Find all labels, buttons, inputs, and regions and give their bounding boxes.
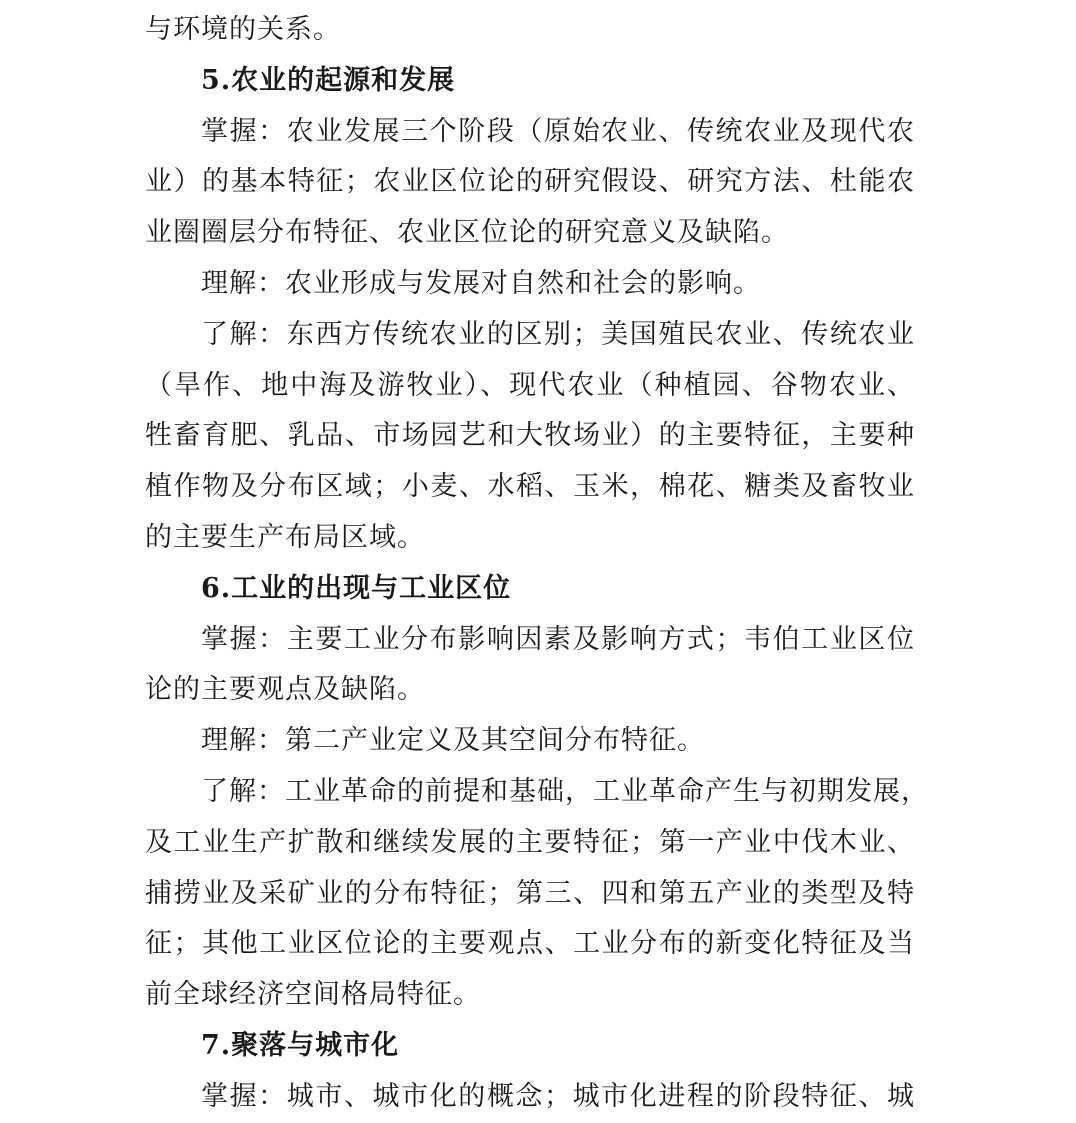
text-line: 理解：农业形成与发展对自然和社会的影响。 xyxy=(201,267,761,299)
text-line: 牲畜育肥、乳品、市场园艺和大牧场业）的主要特征，主要种 xyxy=(145,420,915,452)
text-line: 了解：东西方传统农业的区别；美国殖民农业、传统农业 xyxy=(201,318,915,350)
section-heading: 5.农业的起源和发展 xyxy=(201,64,456,96)
section-heading: 7.聚落与城市化 xyxy=(201,1029,400,1061)
text-line: 业）的基本特征；农业区位论的研究假设、研究方法、杜能农 xyxy=(145,166,915,198)
document-body xyxy=(145,5,929,1123)
text-line: 论的主要观点及缺陷。 xyxy=(145,674,425,706)
text-line: （旱作、地中海及游牧业）、现代农业（种植园、谷物农业、 xyxy=(145,369,915,401)
text-line: 了解：工业革命的前提和基础，工业革命产生与初期发展， xyxy=(201,775,929,807)
text-line: 征；其他工业区位论的主要观点、工业分布的新变化特征及当 xyxy=(145,928,915,960)
text-line: 植作物及分布区域；小麦、水稻、玉米，棉花、糖类及畜牧业 xyxy=(145,471,915,503)
text-line: 及工业生产扩散和继续发展的主要特征；第一产业中伐木业、 xyxy=(145,826,915,858)
text-line: 掌握：主要工业分布影响因素及影响方式；韦伯工业区位 xyxy=(201,623,915,655)
text-line: 与环境的关系。 xyxy=(145,14,341,45)
text-line: 掌握：农业发展三个阶段（原始农业、传统农业及现代农 xyxy=(201,115,915,147)
text-line: 的主要生产布局区域。 xyxy=(145,521,425,553)
text-line: 前全球经济空间格局特征。 xyxy=(145,979,481,1011)
text-line: 业圈圈层分布特征、农业区位论的研究意义及缺陷。 xyxy=(145,217,789,249)
text-line: 理解：第二产业定义及其空间分布特征。 xyxy=(201,725,705,757)
text-line: 捕捞业及采矿业的分布特征；第三、四和第五产业的类型及特 xyxy=(145,877,915,909)
section-heading: 6.工业的出现与工业区位 xyxy=(201,572,512,604)
text-line: 掌握：城市、城市化的概念；城市化进程的阶段特征、城 xyxy=(201,1080,915,1112)
